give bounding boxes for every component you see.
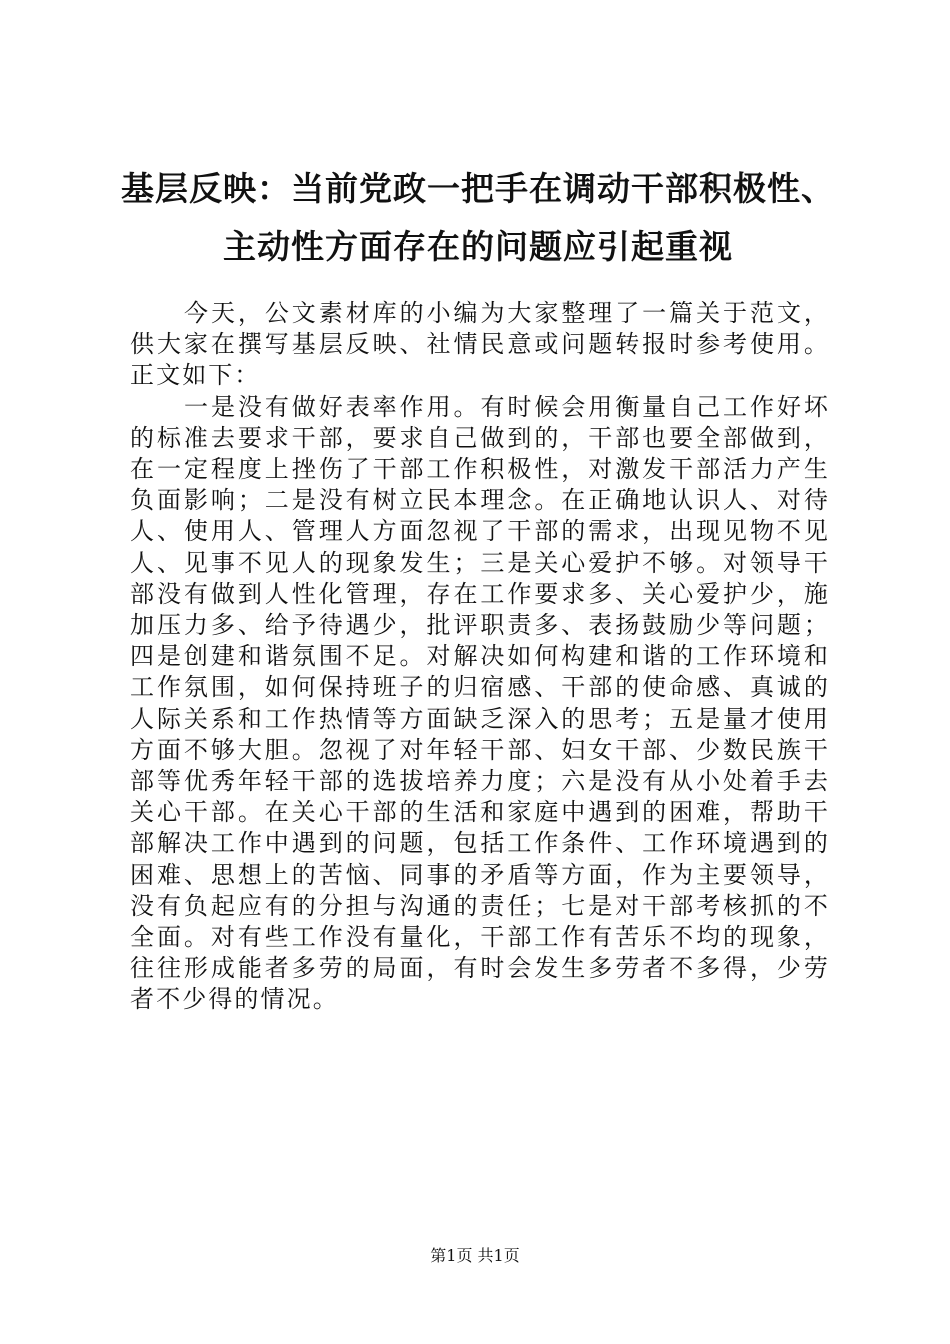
title-line-2: 主动性方面存在的问题应引起重视 bbox=[223, 227, 733, 266]
intro-paragraph: 今天，公文素材库的小编为大家整理了一篇关于范文，供大家在撰写基层反映、社情民意或问题转报时参考使用。正文如下： bbox=[130, 299, 830, 390]
document-body bbox=[130, 298, 830, 1016]
title-line-1: 基层反映：当前党政一把手在调动干部积极性、 bbox=[121, 169, 835, 208]
main-paragraph: 一是没有做好表率作用。有时候会用衡量自己工作好坏的标准去要求干部，要求自己做到的，干部也要全部做到，在一定程度上挫伤了干部工作积极性，对激发干部活力产生负面影响；二是没有树立民本理念。在正确地认识人、对待人、使用人、管理人方面忽视了干部的需求，出现见物不见人、见事不见人的现象发生；三是关心爱护不够。对领导干部没有做到人性化管理，存在工作要求多、关心爱护少，施加压力多、给予待遇少，批评职责多、表扬鼓励少等问题；四是创建和谐氛围不足。对解决如何构建和谐的工作环境和工作氛围，如何保持班子的归宿感、干部的使命感、真诚的人际关系和工作热情等方面缺乏深入的思考；五是量才使用方面不够大胆。忽视了对年轻干部、妇女干部、少数民族干部等优秀年轻干部的选拔培养力度；六是没有从小处着手去关心干部。在关心干部的生活和家庭中遇到的困难，帮助干部解决工作中遇到的问题，包括工作条件、工作环境遇到的困难、思想上的苦恼、同事的矛盾等方面，作为主要领导，没有负起应有的分担与沟通的责任；七是对干部考核抓的不全面。对有些工作没有量化，干部工作有苦乐不均的现象，往往形成能者多劳的局面，有时会发生多劳者不多得，少劳者不少得的情况。 bbox=[130, 392, 830, 1014]
page-number-footer: 第1页 共1页 bbox=[430, 1246, 520, 1265]
document-title bbox=[118, 160, 838, 276]
